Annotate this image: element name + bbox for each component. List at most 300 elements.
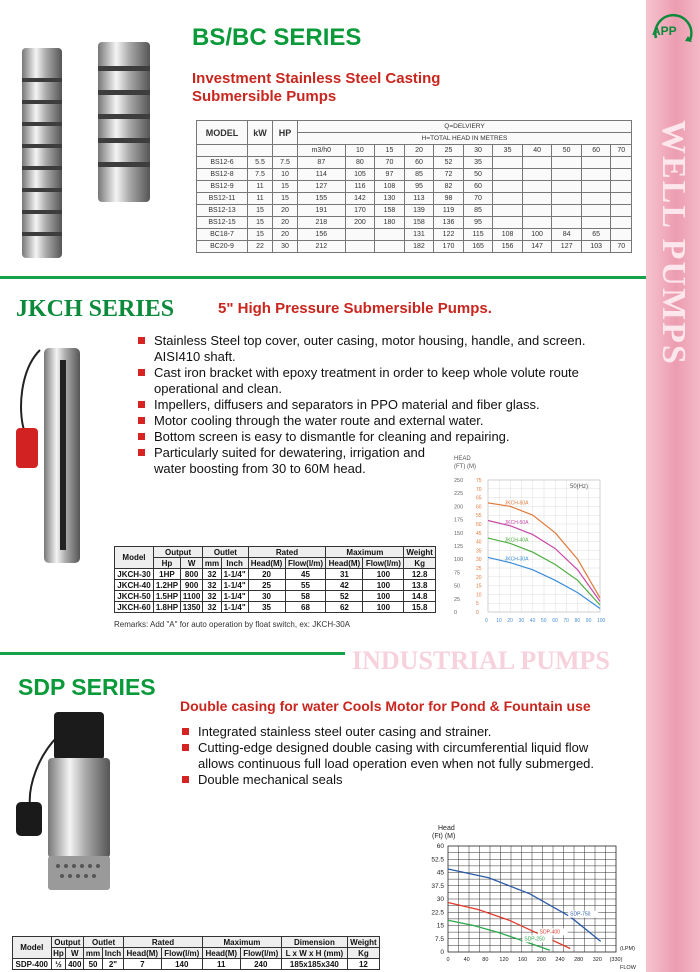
bs-subtitle-line-2: Submersible Pumps — [192, 88, 337, 105]
jkch-cell: 58 — [285, 591, 326, 602]
jkch-y-title: HEAD — [454, 456, 471, 462]
jkch-cell: 1-1/4" — [221, 569, 248, 580]
bs-head-cell — [552, 157, 582, 169]
bs-head-cell: 52 — [434, 157, 464, 169]
table-row — [115, 569, 436, 580]
jkch-y-m-tick: 5 — [476, 601, 479, 608]
bs-head-cell: 139 — [404, 205, 434, 217]
bs-flow-col: m3/h0 — [298, 145, 346, 157]
table-row — [115, 591, 436, 602]
table-row — [197, 241, 632, 253]
jkch-cell: 31 — [326, 569, 363, 580]
jkch-s-flow2: Flow(l/m) — [363, 558, 404, 569]
jkch-performance-chart — [448, 452, 644, 642]
sdp-feature-list — [180, 724, 620, 788]
bs-head-cell: 60 — [404, 157, 434, 169]
bs-head-header: H=TOTAL HEAD IN METRES — [298, 133, 632, 145]
bs-model-cell: BS12-9 — [197, 181, 248, 193]
jkch-y-ft-tick: 225 — [454, 491, 464, 498]
sdp-s-inch: Inch — [102, 948, 123, 959]
sdp-series-subtitle: Double casing for water Cools Motor for Pond & Fountain use — [180, 698, 591, 714]
jkch-cell: 1-1/4" — [221, 602, 248, 613]
bs-head-cell: 136 — [434, 217, 464, 229]
jkch-y-ft-tick: 100 — [454, 557, 464, 564]
jkch-s-w: W — [180, 558, 202, 569]
jkch-y-m-tick: 45 — [476, 530, 482, 537]
bs-head-cell: 142 — [345, 193, 375, 205]
bs-head-cell: 158 — [375, 205, 405, 217]
jkch-table-body — [115, 569, 436, 613]
jkch-cell: 1100 — [180, 591, 202, 602]
sdp-x-tick: 120 — [499, 957, 509, 963]
jkch-h-output: Output — [153, 547, 202, 558]
jkch-y-m-tick: 20 — [476, 574, 482, 581]
jkch-s-mm: mm — [203, 558, 221, 569]
bs-head-cell — [611, 205, 632, 217]
table-row — [197, 193, 632, 205]
sdp-s-hp: Hp — [51, 948, 66, 959]
table-row — [115, 602, 436, 613]
sdp-cell: 11 — [202, 959, 240, 970]
jkch-cell: 1HP — [153, 569, 180, 580]
section-divider-2 — [0, 652, 345, 655]
bs-head-cell: 84 — [552, 229, 582, 241]
jkch-y-m-tick: 10 — [476, 592, 482, 599]
bs-head-cell: 87 — [298, 157, 346, 169]
jkch-cell: 800 — [180, 569, 202, 580]
jkch-series-subtitle: 5" High Pressure Submersible Pumps. — [218, 300, 492, 317]
jkch-h-rated: Rated — [248, 547, 326, 558]
sdp-spec-table — [12, 936, 380, 970]
jkch-cell: 62 — [326, 602, 363, 613]
bs-head-cell — [375, 229, 405, 241]
sdp-h-weight: Weight — [347, 937, 379, 948]
bs-model-cell: BC20-9 — [197, 241, 248, 253]
jkch-cell: 1.8HP — [153, 602, 180, 613]
bs-series-subtitle — [192, 70, 440, 106]
jkch-pump-image — [10, 340, 90, 570]
bs-head-cell — [611, 169, 632, 181]
bs-head-cell — [611, 157, 632, 169]
jkch-x-tick: 0 — [485, 618, 488, 624]
jkch-y-m-tick: 50 — [476, 522, 482, 528]
sdp-x-tick: 80 — [482, 957, 489, 963]
bs-flow-col: 10 — [345, 145, 375, 157]
bs-head-cell: 35 — [463, 157, 493, 169]
bs-head-cell — [493, 205, 523, 217]
bs-head-cell — [522, 181, 552, 193]
jkch-cell: 30 — [248, 591, 285, 602]
jkch-cell: 13.8 — [404, 580, 436, 591]
sdp-y-tick: 45 — [436, 869, 444, 877]
bs-head-cell: 180 — [375, 217, 405, 229]
sdp-y-tick: 15 — [436, 922, 444, 930]
bs-flow-col: 20 — [404, 145, 434, 157]
sdp-x-flow-label: FLOW — [620, 965, 636, 971]
sdp-cell: 50 — [84, 959, 103, 970]
bs-kw-cell: 11 — [248, 181, 273, 193]
bs-head-cell: 70 — [611, 241, 632, 253]
jkch-cell: 900 — [180, 580, 202, 591]
jkch-cell: 35 — [248, 602, 285, 613]
sdp-x-tick: 0 — [446, 957, 450, 963]
industrial-pumps-heading: INDUSTRIAL PUMPS — [352, 646, 610, 675]
jkch-y-ft-tick: 0 — [454, 610, 458, 616]
bs-head-cell — [375, 241, 405, 253]
bs-model-header: MODEL — [197, 121, 248, 145]
bs-head-cell: 70 — [375, 157, 405, 169]
bs-head-cell: 115 — [463, 229, 493, 241]
table-row — [197, 217, 632, 229]
jkch-y-ft-tick: 200 — [454, 504, 464, 511]
jkch-y-m-tick: 55 — [476, 513, 482, 520]
bs-hp-cell: 7.5 — [273, 157, 298, 169]
sdp-h-maximum: Maximum — [202, 937, 281, 948]
bs-head-cell — [522, 157, 552, 169]
jkch-x-tick: 40 — [529, 618, 536, 624]
jkch-x-tick: 100 — [597, 618, 606, 624]
bs-flow-col: 70 — [611, 145, 632, 157]
bs-head-cell — [493, 217, 523, 229]
jkch-feature: Motor cooling through the water route and external water. — [136, 413, 616, 429]
bs-spec-table — [196, 120, 632, 253]
bs-subtitle-line-1: Investment Stainless Steel Casting — [192, 70, 441, 87]
bs-head-cell: 85 — [404, 169, 434, 181]
jkch-s-flow: Flow(l/m) — [285, 558, 326, 569]
sdp-y-tick: 37.5 — [431, 882, 444, 890]
bs-kw-cell: 5.5 — [248, 157, 273, 169]
bs-flow-col: 40 — [522, 145, 552, 157]
sdp-performance-chart — [408, 820, 648, 972]
bs-pump-image-2 — [92, 38, 156, 208]
bs-head-cell — [552, 193, 582, 205]
bs-head-cell: 82 — [434, 181, 464, 193]
jkch-h-outlet: Outlet — [203, 547, 248, 558]
bs-table-body — [197, 157, 632, 253]
bs-head-cell — [611, 229, 632, 241]
sdp-series-label: SDP-250 — [524, 936, 545, 943]
bs-head-cell: 95 — [463, 217, 493, 229]
sdp-s-w: W — [66, 948, 84, 959]
jkch-cell: 55 — [285, 580, 326, 591]
bs-head-cell: 170 — [345, 205, 375, 217]
jkch-y-ft-tick: 50 — [454, 583, 461, 590]
sdp-series-label: SDP-750 — [570, 911, 591, 918]
jkch-cell: 100 — [363, 591, 404, 602]
sdp-cell: SDP-400 — [13, 959, 52, 970]
bs-head-cell: 72 — [434, 169, 464, 181]
bs-model-cell: BC18-7 — [197, 229, 248, 241]
bs-head-cell: 114 — [298, 169, 346, 181]
bs-delivery-header: Q=DELVIERY — [298, 121, 632, 133]
bs-head-cell: 131 — [404, 229, 434, 241]
sdp-y-tick: 7.5 — [434, 935, 444, 943]
jkch-y-units: (FT) (M) — [454, 464, 476, 470]
bs-head-cell — [611, 217, 632, 229]
bs-head-cell: 158 — [404, 217, 434, 229]
jkch-cell: JKCH-60 — [115, 602, 154, 613]
jkch-x-tick: 20 — [507, 618, 513, 624]
bs-flow-col: 60 — [581, 145, 611, 157]
jkch-cell: 32 — [203, 580, 221, 591]
sdp-y-tick: 30 — [436, 896, 444, 903]
bs-head-cell — [581, 193, 611, 205]
sdp-x-tick: 240 — [555, 957, 565, 963]
jkch-x-tick: 90 — [585, 618, 592, 624]
sdp-s-flow: Flow(l/m) — [161, 948, 202, 959]
sdp-s-mm: mm — [84, 948, 103, 959]
sdp-pump-image — [8, 706, 118, 906]
bs-head-cell: 127 — [552, 241, 582, 253]
bs-head-cell: 156 — [298, 229, 346, 241]
jkch-cell: 1-1/4" — [221, 591, 248, 602]
bs-series-title: BS/BC SERIES — [192, 24, 362, 51]
jkch-y-m-tick: 25 — [476, 566, 482, 572]
jkch-cell: JKCH-50 — [115, 591, 154, 602]
bs-head-cell: 80 — [345, 157, 375, 169]
jkch-s-inch: Inch — [221, 558, 248, 569]
bs-head-cell — [581, 205, 611, 217]
sdp-y-tick: 0 — [440, 949, 444, 956]
table-row — [197, 157, 632, 169]
sdp-cell: ½ — [51, 959, 66, 970]
jkch-y-ft-tick: 150 — [454, 530, 464, 537]
sdp-cell: 7 — [124, 959, 162, 970]
jkch-s-kg: Kg — [404, 558, 436, 569]
sdp-s-kg: Kg — [347, 948, 379, 959]
bs-head-cell: 95 — [404, 181, 434, 193]
jkch-x-tick: 30 — [518, 618, 525, 624]
bs-head-cell: 65 — [581, 229, 611, 241]
bs-head-cell — [522, 205, 552, 217]
table-row — [197, 181, 632, 193]
bs-head-cell: 85 — [463, 205, 493, 217]
bs-model-cell: BS12-13 — [197, 205, 248, 217]
sdp-series-title: SDP SERIES — [18, 674, 156, 700]
bs-model-cell: BS12-8 — [197, 169, 248, 181]
jkch-cell: 12.8 — [404, 569, 436, 580]
bs-kw-cell: 15 — [248, 217, 273, 229]
bs-kw-cell: 15 — [248, 229, 273, 241]
bs-hp-cell: 20 — [273, 205, 298, 217]
sdp-series-label: SDP-400 — [539, 929, 560, 936]
bs-flow-col: 50 — [552, 145, 582, 157]
sdp-y-tick: 52.5 — [431, 856, 444, 864]
jkch-y-m-tick: 40 — [476, 539, 482, 546]
bs-head-cell — [522, 193, 552, 205]
jkch-s-head: Head(M) — [248, 558, 285, 569]
jkch-x-tick: 10 — [496, 618, 502, 624]
bs-head-cell: 212 — [298, 241, 346, 253]
table-row — [13, 959, 380, 970]
jkch-cell: 42 — [326, 580, 363, 591]
sdp-y-units: (Ft) (M) — [432, 833, 456, 840]
jkch-x-tick: 50 — [541, 618, 547, 624]
side-band-text: WELL PUMPS — [655, 120, 692, 366]
app-logo-text: APP — [652, 24, 677, 38]
section-divider-1 — [0, 276, 646, 279]
bs-head-cell: 170 — [434, 241, 464, 253]
jkch-y-m-tick: 0 — [476, 610, 479, 616]
bs-hp-cell: 20 — [273, 217, 298, 229]
bs-flow-col: 15 — [375, 145, 405, 157]
sdp-s-head: Head(M) — [124, 948, 162, 959]
jkch-cell: 100 — [363, 602, 404, 613]
sdp-x-tick: (330) — [609, 957, 623, 963]
jkch-cell: 32 — [203, 591, 221, 602]
jkch-cell: 15.8 — [404, 602, 436, 613]
sdp-y-tick: 60 — [436, 843, 444, 850]
bs-flow-col: 35 — [493, 145, 523, 157]
bs-head-cell: 108 — [375, 181, 405, 193]
bs-head-cell — [581, 157, 611, 169]
sdp-y-title: Head — [438, 825, 455, 832]
bs-head-cell: 103 — [581, 241, 611, 253]
bs-hp-cell: 20 — [273, 229, 298, 241]
jkch-y-m-tick: 75 — [476, 478, 482, 484]
bs-head-cell — [522, 217, 552, 229]
sdp-cell: 12 — [347, 959, 379, 970]
sdp-feature: Cutting-edge designed double casing with circumferential liquid flow allows continuous full load operation even when not fully submerged. — [180, 740, 620, 772]
bs-head-cell — [493, 157, 523, 169]
sdp-cell: 2" — [102, 959, 123, 970]
bs-head-cell: 155 — [298, 193, 346, 205]
bs-head-cell: 70 — [463, 193, 493, 205]
bs-head-cell — [345, 241, 375, 253]
bs-head-cell — [522, 169, 552, 181]
bs-hp-cell: 15 — [273, 181, 298, 193]
bs-model-cell: BS12-6 — [197, 157, 248, 169]
bs-head-cell: 113 — [404, 193, 434, 205]
jkch-x-tick: 80 — [574, 618, 581, 624]
jkch-cell: 45 — [285, 569, 326, 580]
bs-head-cell — [552, 169, 582, 181]
jkch-feature: Cast iron bracket with epoxy treatment in order to keep whole volute route operational and clean. — [136, 365, 616, 397]
bs-hp-cell: 30 — [273, 241, 298, 253]
jkch-feature: Impellers, diffusers and separators in PPO material and fiber glass. — [136, 397, 616, 413]
bs-head-cell: 165 — [463, 241, 493, 253]
bs-head-cell — [345, 229, 375, 241]
table-row — [197, 169, 632, 181]
bs-head-cell — [552, 217, 582, 229]
jkch-spec-table — [114, 546, 436, 613]
bs-head-cell — [493, 181, 523, 193]
bs-head-cell: 130 — [375, 193, 405, 205]
jkch-feature: Stainless Steel top cover, outer casing, motor housing, handle, and screen. AISI410 shaft. — [136, 333, 616, 365]
bs-head-cell: 147 — [522, 241, 552, 253]
jkch-cell: JKCH-40 — [115, 580, 154, 591]
jkch-cell: 32 — [203, 569, 221, 580]
sdp-table-body — [13, 959, 380, 970]
bs-head-cell: 105 — [345, 169, 375, 181]
jkch-y-ft-tick: 175 — [454, 517, 464, 524]
jkch-s-hp: Hp — [153, 558, 180, 569]
bs-head-cell — [581, 169, 611, 181]
jkch-feature: Particularly suited for dewatering, irrigation and water boosting from 30 to 60M head. — [136, 445, 454, 477]
jkch-x-tick: 60 — [552, 618, 558, 624]
sdp-feature: Double mechanical seals — [180, 772, 620, 788]
sdp-h-dimension: Dimension — [281, 937, 347, 948]
sdp-y-tick: 22.5 — [431, 909, 444, 917]
bs-head-cell: 127 — [298, 181, 346, 193]
sdp-x-tick: 40 — [463, 957, 470, 963]
sdp-cell: 400 — [66, 959, 84, 970]
bs-head-cell — [581, 217, 611, 229]
jkch-series-label: JKCH-50A — [504, 519, 529, 526]
bs-kw-cell: 7.5 — [248, 169, 273, 181]
bs-head-cell — [552, 205, 582, 217]
sdp-s-dim: L x W x H (mm) — [281, 948, 347, 959]
jkch-feature: Bottom screen is easy to dismantle for cleaning and repairing. — [136, 429, 616, 445]
sdp-x-tick: 160 — [518, 957, 528, 963]
bs-kw-header: kW — [248, 121, 273, 145]
bs-head-cell: 191 — [298, 205, 346, 217]
jkch-cell: 32 — [203, 602, 221, 613]
sdp-x-tick: 280 — [574, 957, 584, 963]
jkch-cell: 100 — [363, 569, 404, 580]
bs-head-cell: 119 — [434, 205, 464, 217]
bs-pump-image-1 — [10, 38, 80, 268]
bs-head-cell: 156 — [493, 241, 523, 253]
jkch-cell: 1350 — [180, 602, 202, 613]
jkch-hz-label: 50(Hz) — [570, 484, 589, 490]
bs-head-cell: 200 — [345, 217, 375, 229]
bs-head-cell: 50 — [463, 169, 493, 181]
sdp-h-outlet: Outlet — [84, 937, 124, 948]
jkch-cell: 100 — [363, 580, 404, 591]
sdp-h-output: Output — [51, 937, 84, 948]
jkch-y-ft-tick: 250 — [454, 478, 464, 484]
table-row — [197, 229, 632, 241]
sdp-x-tick: 200 — [536, 957, 546, 963]
jkch-h-weight: Weight — [404, 547, 436, 558]
jkch-y-m-tick: 65 — [476, 495, 482, 502]
bs-flow-header-row — [197, 145, 632, 157]
sdp-s-flow2: Flow(l/m) — [240, 948, 281, 959]
bs-head-cell: 182 — [404, 241, 434, 253]
jkch-y-ft-tick: 75 — [454, 570, 461, 577]
bs-kw-cell: 22 — [248, 241, 273, 253]
table-row — [115, 580, 436, 591]
sdp-cell: 140 — [161, 959, 202, 970]
jkch-series-label: JKCH-40A — [504, 537, 529, 544]
jkch-y-ft-tick: 125 — [454, 544, 464, 550]
bs-model-cell: BS12-11 — [197, 193, 248, 205]
bs-head-cell: 100 — [522, 229, 552, 241]
sdp-feature: Integrated stainless steel outer casing and strainer. — [180, 724, 620, 740]
jkch-cell: 52 — [326, 591, 363, 602]
jkch-cell: 20 — [248, 569, 285, 580]
bs-head-cell — [611, 193, 632, 205]
bs-head-cell: 116 — [345, 181, 375, 193]
bs-head-cell — [552, 181, 582, 193]
sdp-x-unit: (LPM) — [620, 946, 635, 952]
jkch-y-m-tick: 15 — [476, 583, 482, 590]
jkch-y-m-tick: 35 — [476, 548, 482, 555]
bs-model-cell: BS12-15 — [197, 217, 248, 229]
jkch-y-m-tick: 30 — [476, 557, 482, 564]
bs-hp-cell: 10 — [273, 169, 298, 181]
sdp-h-rated: Rated — [124, 937, 203, 948]
sdp-cell: 240 — [240, 959, 281, 970]
jkch-cell: 14.8 — [404, 591, 436, 602]
bs-head-cell — [611, 181, 632, 193]
bs-kw-cell: 15 — [248, 205, 273, 217]
bs-kw-cell: 11 — [248, 193, 273, 205]
jkch-h-maximum: Maximum — [326, 547, 404, 558]
sdp-h-model: Model — [13, 937, 52, 959]
jkch-y-ft-tick: 25 — [454, 596, 461, 603]
